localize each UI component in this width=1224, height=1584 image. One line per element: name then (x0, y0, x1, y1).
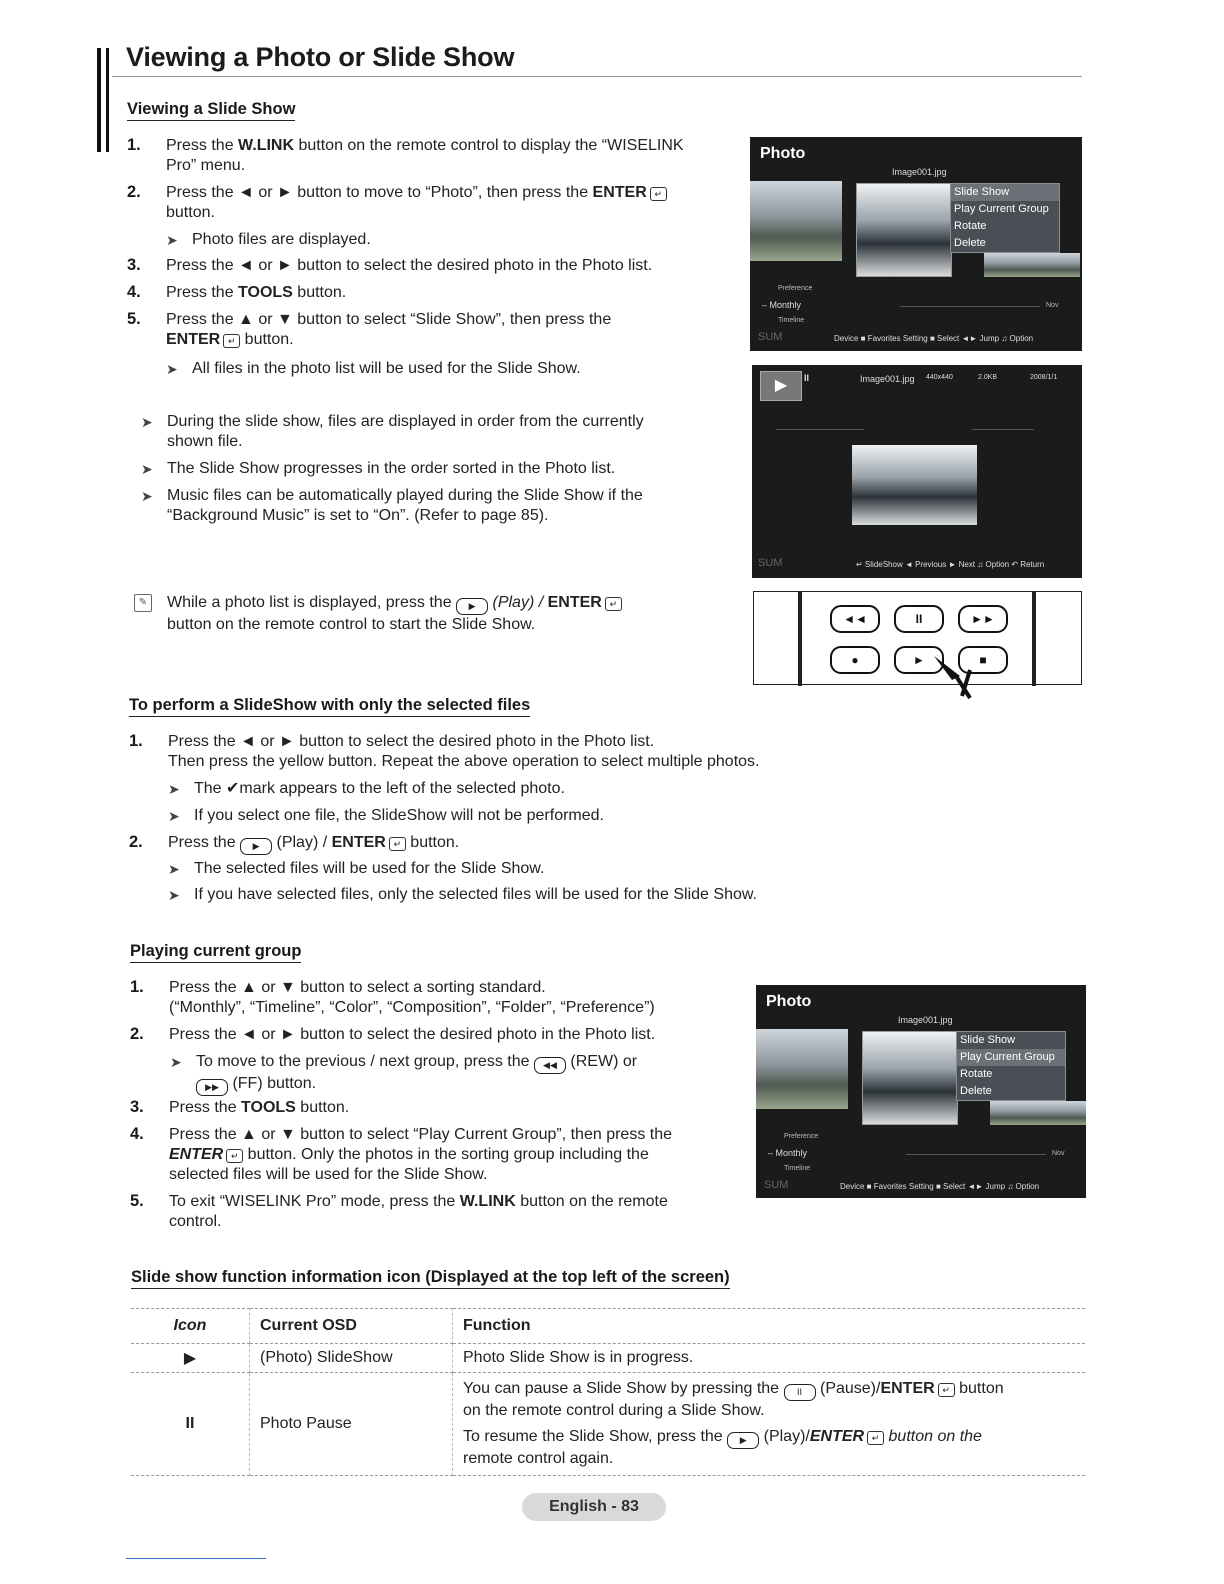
step-number: 4. (130, 1125, 144, 1143)
brand-label: SUM (764, 1179, 789, 1191)
pause-button-icon: II (784, 1384, 816, 1401)
note-arrow-icon: ➤ (168, 781, 180, 797)
photo-list-screen (750, 137, 1082, 351)
step-text: Press the ◄ or ► button to select the desired photo in the Photo list. (169, 1026, 656, 1043)
step-number: 2. (130, 1025, 144, 1043)
step-text: Press the TOOLS button. (169, 1099, 350, 1116)
osd-cell: (Photo) SlideShow (250, 1344, 453, 1373)
screen-label: Photo (766, 993, 812, 1010)
sort-option: Preference (778, 285, 813, 292)
note: ➤ If you select one file, the SlideShow will not be performed. (168, 807, 604, 824)
rew-button[interactable]: ◄◄ (830, 605, 880, 633)
note-arrow-icon: ➤ (168, 808, 180, 824)
remote-illustration (753, 591, 1082, 685)
note-arrow-icon: ➤ (166, 232, 178, 248)
osd-cell: Photo Pause (250, 1373, 453, 1476)
table-row (131, 1373, 1085, 1476)
note: ➤ The Slide Show progresses in the order sorted in the Photo list. (141, 460, 616, 477)
brand-label: SUM (758, 331, 783, 343)
selected-photo (856, 183, 952, 277)
enter-icon: ↵ (605, 597, 622, 611)
menu-item-delete[interactable]: Delete (960, 1085, 992, 1097)
note-arrow-icon: ➤ (170, 1054, 182, 1070)
section-heading: To perform a SlideShow with only the selected files (129, 696, 530, 717)
note: ➤ Music files can be automatically played during the Slide Show if the “Background Music” is set to “On”. (Refer to page 85). (141, 487, 643, 524)
note: ➤ During the slide show, files are displayed in order from the currently shown file. (141, 413, 644, 450)
step-text: Press the ▲ or ▼ button to select a sorting standard. (“Monthly”, “Timeline”, “Color”, “Composition”, “Folder”, “Preference”) (169, 979, 655, 1016)
ff-button[interactable]: ►► (958, 605, 1008, 633)
screen-legend: Device ■ Favorites Setting ■ Select ◄► Jump ♫ Option (834, 334, 1034, 343)
play-button-icon: ▶ (456, 598, 488, 615)
ff-button-icon: ▶▶ (196, 1079, 228, 1096)
step-text: Press the ▲ or ▼ button to select “Slide Show”, then press the ENTER ↵ button. (166, 311, 612, 348)
page-title: Viewing a Photo or Slide Show (126, 42, 515, 72)
sheep-thumbnail (756, 1029, 848, 1109)
footer-rule (126, 1558, 266, 1559)
file-date: 2008/1/1 (1030, 374, 1058, 381)
tools-menu (956, 1031, 1066, 1101)
section-heading: Playing current group (130, 942, 301, 963)
brand-label: SUM (758, 557, 783, 569)
remote-edge (1032, 592, 1036, 686)
tip-text: While a photo list is displayed, press the ▶ (Play) / ENTER ↵ button on the remote control to start the Slide Show. (167, 593, 747, 635)
page-number: English - 83 (522, 1493, 666, 1521)
menu-item-slide-show[interactable]: Slide Show (960, 1034, 1016, 1046)
sort-option: Preference (784, 1133, 819, 1140)
timeline-bar (900, 306, 1040, 307)
file-size: 2.0KB (978, 374, 998, 381)
note: ➤ Photo files are displayed. (166, 231, 371, 248)
pause-button[interactable]: II (894, 605, 944, 633)
step-text: Press the ◄ or ► button to select the desired photo in the Photo list. Then press the yellow button. Repeat the above operation to select multiple photos. (168, 733, 760, 770)
table-row (131, 1344, 1085, 1373)
enter-icon: ↵ (223, 334, 240, 348)
menu-item-slide-show[interactable]: Slide Show (951, 184, 1059, 201)
pause-icon: II (131, 1373, 250, 1476)
table-header-row (131, 1309, 1085, 1344)
selected-photo (862, 1031, 958, 1125)
remote-edge (798, 592, 802, 686)
pointer-arrow-icon (930, 650, 990, 700)
tools-menu (950, 183, 1060, 253)
screen-label: Photo (760, 145, 806, 162)
sort-option-selected: – Monthly (768, 1148, 808, 1158)
step-text: To exit “WISELINK Pro” mode, press the W.LINK button on the remote control. (169, 1193, 668, 1230)
screen-legend: Device ■ Favorites Setting ■ Select ◄► Jump ♫ Option (840, 1182, 1040, 1191)
file-name: Image001.jpg (898, 1015, 953, 1025)
slideshow-screen (752, 365, 1082, 578)
note: ➤ If you have selected files, only the selected files will be used for the Slide Show. (168, 886, 757, 903)
sheep-thumbnail (750, 181, 842, 261)
menu-item-rotate[interactable]: Rotate (954, 220, 987, 232)
note-arrow-icon: ➤ (168, 887, 180, 903)
note-arrow-icon: ➤ (141, 488, 153, 504)
table-header: Current OSD (250, 1309, 453, 1344)
step-number: 2. (127, 183, 141, 201)
margin-bar (106, 48, 109, 152)
enter-icon: ↵ (650, 187, 667, 201)
margin-bar (97, 48, 101, 152)
step-number: 2. (129, 833, 143, 851)
step-number: 1. (127, 136, 141, 154)
step-number: 3. (130, 1098, 144, 1116)
section-heading: Slide show function information icon (Displayed at the top left of the screen) (131, 1268, 730, 1289)
divider (776, 429, 864, 430)
sort-option: Timeline (778, 317, 805, 324)
note: ➤ The ✔mark appears to the left of the selected photo. (168, 780, 565, 797)
play-icon: ▶ (131, 1344, 250, 1373)
menu-item-delete[interactable]: Delete (954, 237, 986, 249)
title-rule (112, 76, 1082, 77)
step-number: 4. (127, 283, 141, 301)
play-button-icon: ▶ (727, 1432, 759, 1449)
note-arrow-icon: ➤ (141, 414, 153, 430)
enter-icon: ↵ (226, 1149, 243, 1163)
month-label: Nov (1052, 1150, 1065, 1157)
rew-button-icon: ◀◀ (534, 1057, 566, 1074)
thumbnail (990, 1101, 1086, 1125)
menu-item-play-current-group[interactable]: Play Current Group (954, 203, 1049, 215)
enter-icon: ↵ (867, 1431, 884, 1445)
menu-item-rotate[interactable]: Rotate (960, 1068, 993, 1080)
step-text: Press the W.LINK button on the remote control to display the “WISELINK Pro” menu. (166, 137, 684, 174)
file-name: Image001.jpg (892, 167, 947, 177)
play-button-icon: ▶ (240, 838, 272, 855)
step-number: 1. (130, 978, 144, 996)
note: ➤ To move to the previous / next group, press the ◀◀ (REW) or ▶▶ (FF) button. (196, 1052, 736, 1096)
divider (972, 429, 1034, 430)
record-button[interactable]: ● (830, 646, 880, 674)
note-arrow-icon: ➤ (168, 861, 180, 877)
slideshow-icon: ▶ (760, 371, 802, 401)
sort-option: Timeline (784, 1165, 811, 1172)
step-text: Press the ▶ (Play) / ENTER ↵ button. (168, 833, 1068, 855)
step-text: Press the TOOLS button. (166, 284, 347, 301)
menu-item-play-current-group[interactable]: Play Current Group (957, 1049, 1065, 1066)
function-cell: Photo Slide Show is in progress. (453, 1344, 1086, 1373)
thumbnail (984, 253, 1080, 277)
step-number: 5. (130, 1192, 144, 1210)
photo-group-screen (756, 985, 1086, 1198)
table-header: Icon (131, 1309, 250, 1344)
step-text: Press the ◄ or ► button to select the desired photo in the Photo list. (166, 257, 653, 274)
step-text: Press the ▲ or ▼ button to select “Play Current Group”, then press the ENTER ↵ button. Only the photos in the sorting group including the selected files will be used for the Slide Show. (169, 1126, 673, 1183)
step-number: 3. (127, 256, 141, 274)
table-header: Function (453, 1309, 1086, 1344)
memo-icon: ✎ (134, 594, 152, 612)
file-name: Image001.jpg (860, 374, 915, 384)
enter-icon: ↵ (389, 837, 406, 851)
play-button[interactable]: ► (894, 646, 944, 674)
step-number: 5. (127, 310, 141, 328)
resolution: 440x440 (926, 374, 953, 381)
note-arrow-icon: ➤ (141, 461, 153, 477)
step-text: Press the ◄ or ► button to move to “Photo”, then press the ENTER ↵ button. (166, 183, 746, 223)
note-arrow-icon: ➤ (166, 361, 178, 377)
step-number: 1. (129, 732, 143, 750)
slideshow-photo (852, 445, 977, 525)
timeline-bar (906, 1154, 1046, 1155)
note: ➤ All files in the photo list will be used for the Slide Show. (166, 360, 581, 377)
stop-button[interactable]: ■ (958, 646, 1008, 674)
month-label: Nov (1046, 302, 1059, 309)
enter-icon: ↵ (938, 1383, 955, 1397)
sort-option-selected: – Monthly (762, 300, 802, 310)
section-heading: Viewing a Slide Show (127, 100, 295, 121)
screen-legend: ↵ SlideShow ◄ Previous ► Next ♫ Option ↶ Return (856, 560, 1045, 569)
icon-table (131, 1308, 1085, 1476)
function-cell: You can pause a Slide Show by pressing the II (Pause)/ENTER ↵ button on the remote control during a Slide Show. To resume the Slide Show, press the ▶ (Play)/ENTER ↵ button on the remote control again. (453, 1373, 1086, 1476)
pause-icon: II (804, 373, 810, 383)
note: ➤ The selected files will be used for the Slide Show. (168, 860, 545, 877)
